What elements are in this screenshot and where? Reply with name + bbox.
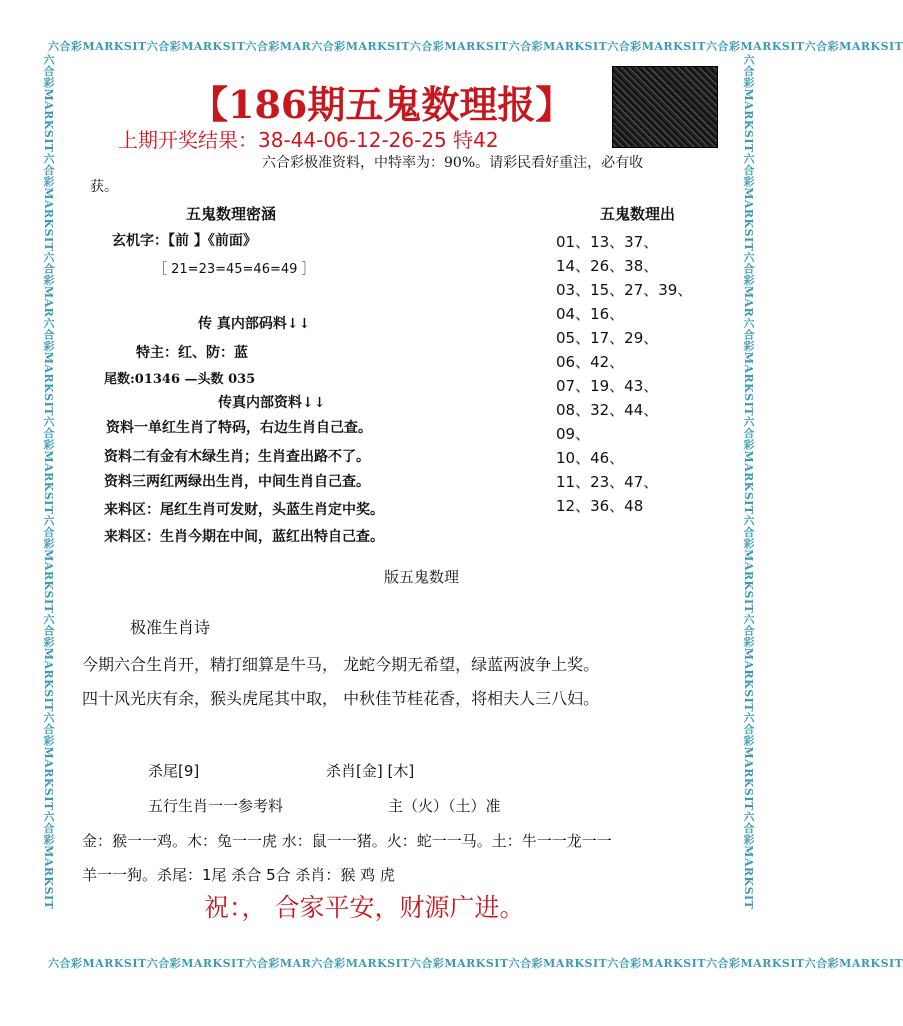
number-row: 05、17、29、 bbox=[556, 329, 659, 347]
tail-head-numbers: 尾数:01346 —头数 035 bbox=[104, 372, 256, 387]
info-item-4: 来料区：尾红生肖可发财，头蓝生肖定中奖。 bbox=[104, 502, 384, 518]
poem-heading: 极准生肖诗 bbox=[130, 618, 211, 637]
info-item-1: 资料一单红生肖了特码，右边生肖自己查。 bbox=[106, 420, 372, 436]
poem-line-1: 今期六合生肖开，精打细算是牛马， 龙蛇今期无希望，绿蓝两波争上奖。 bbox=[82, 655, 600, 674]
special-hint: 特主：红、防：蓝 bbox=[136, 345, 248, 361]
number-row: 14、26、38、 bbox=[556, 257, 659, 275]
number-row: 04、16、 bbox=[556, 305, 625, 323]
border-left: 六合彩MARKSIT六合彩MARKSIT六合彩MAR六合彩MARKSIT六合彩MARKSIT六合彩MARKSIT六合彩MARKSIT六合彩MARKSIT六合彩MARKSIT bbox=[42, 54, 55, 910]
kill-zodiac: 杀肖[金] [木] bbox=[326, 762, 415, 780]
number-row: 03、15、27、39、 bbox=[556, 281, 693, 299]
info-item-2: 资料二有金有木绿生肖；生肖查出路不了。 bbox=[104, 449, 370, 465]
elements-line-1: 金：猴一一鸡。木：兔一一虎 水：鼠一一猪。火：蛇一一马。土：牛一一龙一一 bbox=[82, 832, 612, 850]
border-top: 六合彩MARKSIT六合彩MARKSIT六合彩MAR六合彩MARKSIT六合彩MARKSIT六合彩MARKSIT六合彩MARKSIT六合彩MARKSIT六合彩MARKSIT bbox=[48, 40, 903, 53]
elements-line-2: 羊一一狗。杀尾：1尾 杀合 5合 杀肖：猴 鸡 虎 bbox=[82, 866, 395, 884]
blessing: 祝：， 合家平安，财源广进。 bbox=[204, 893, 525, 922]
last-result: 上期开奖结果：38-44-06-12-26-25 特42 bbox=[118, 128, 499, 152]
wuxing-label: 五行生肖一一参考料 bbox=[148, 797, 284, 815]
equation: ［ 21=23=45=46=49 ］ bbox=[154, 262, 315, 277]
intro-line-2: 获。 bbox=[90, 179, 118, 195]
right-heading: 五鬼数理出 bbox=[600, 205, 676, 223]
page-title: 【186期五鬼数理报】 bbox=[190, 82, 574, 127]
qr-code-image bbox=[612, 66, 718, 148]
fax-heading-1: 传 真内部码料↓↓ bbox=[198, 316, 311, 332]
border-right: 六合彩MARKSIT六合彩MARKSIT六合彩MAR六合彩MARKSIT六合彩MARKSIT六合彩MARKSIT六合彩MARKSIT六合彩MARKSIT六合彩MARKSIT bbox=[742, 54, 755, 910]
riddle: 玄机字：【前 】《前面》 bbox=[112, 233, 257, 249]
fax-heading-2: 传真内部资料↓↓ bbox=[218, 395, 326, 411]
main-element: 主（火）（土）准 bbox=[388, 797, 501, 815]
info-item-3: 资料三两红两绿出生肖，中间生肖自己查。 bbox=[104, 474, 370, 490]
number-row: 08、32、44、 bbox=[556, 401, 659, 419]
number-row: 11、23、47、 bbox=[556, 473, 659, 491]
number-row: 06、42、 bbox=[556, 353, 625, 371]
number-row: 01、13、37、 bbox=[556, 233, 659, 251]
border-bottom: 六合彩MARKSIT六合彩MARKSIT六合彩MAR六合彩MARKSIT六合彩MARKSIT六合彩MARKSIT六合彩MARKSIT六合彩MARKSIT六合彩MARKSIT bbox=[48, 957, 903, 970]
section-title: 版五鬼数理 bbox=[384, 568, 460, 586]
number-row: 12、36、48 bbox=[556, 497, 644, 515]
number-row: 07、19、43、 bbox=[556, 377, 659, 395]
poem-line-2: 四十风光庆有余，猴头虎尾其中取， 中秋佳节桂花香，将相夫人三八妇。 bbox=[82, 689, 600, 708]
number-row: 09、 bbox=[556, 425, 591, 443]
left-heading: 五鬼数理密涵 bbox=[186, 205, 277, 223]
number-row: 10、46、 bbox=[556, 449, 625, 467]
info-item-5: 来料区：生肖今期在中间，蓝红出特自己查。 bbox=[104, 529, 384, 545]
number-list bbox=[556, 230, 692, 518]
intro-line-1: 六合彩极准资料，中特率为：90%。请彩民看好重注，必有收 bbox=[262, 155, 644, 171]
kill-tail: 杀尾[9] bbox=[148, 762, 200, 780]
